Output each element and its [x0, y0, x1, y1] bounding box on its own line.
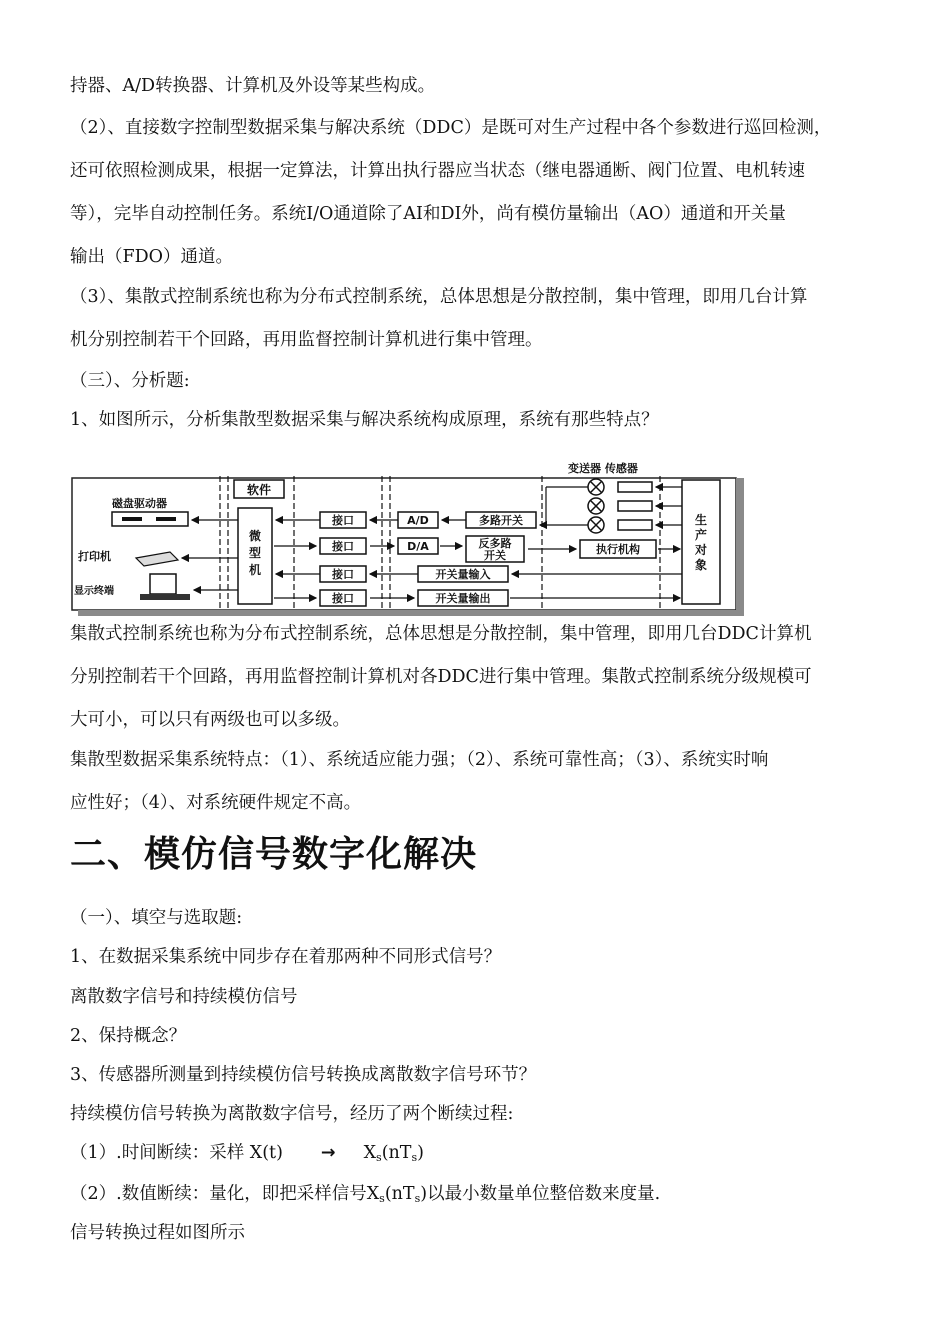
text-line: 持器、A/D转换器、计算机及外设等某些构成。	[70, 76, 436, 96]
printer-label: 打印机	[78, 550, 111, 563]
display-icon	[150, 574, 176, 594]
text-line: （一）、填空与选取题:	[70, 908, 243, 928]
arrow-right-icon: →	[320, 1143, 336, 1163]
math-x: X	[363, 1143, 377, 1163]
step-text: （1）.时间断续：采样 X(t)	[70, 1143, 283, 1163]
frame-shadow	[78, 610, 744, 616]
text-line: 1、如图所示，分析集散型数据采集与解决系统构成原理，系统有那些特点？	[70, 410, 659, 430]
ad-label: A/D	[407, 514, 429, 527]
interface-label: 接口	[332, 592, 354, 605]
plant-label: 对	[694, 543, 708, 557]
demux-label: 反多路	[478, 537, 512, 550]
software-label: 软件	[246, 483, 272, 497]
plant-label: 产	[694, 528, 708, 542]
text-line: 机分别控制若干个回路，再用监督控制计算机进行集中管理。	[70, 330, 543, 350]
disk-label: 磁盘驱动器	[112, 497, 167, 510]
text-line: 还可依照检测成果，根据一定算法，计算出执行器应当状态（继电器通断、阀门位置、电机转速	[70, 161, 805, 181]
text-line: 分别控制若干个回路，再用监督控制计算机对各DDC进行集中管理。集散式控制系统分级规模可	[70, 667, 812, 687]
subscript: s	[414, 1192, 421, 1205]
text-line: 集散型数据采集系统特点：（1）、系统适应能力强；（2）、系统可靠性高；（3）、系统实时响	[70, 750, 769, 770]
subscript: s	[376, 1151, 382, 1164]
dio-in-label: 开关量输入	[435, 568, 491, 581]
interface-label: 接口	[332, 568, 354, 581]
math-nt: (nT	[384, 1184, 415, 1204]
math-nt: (nT	[381, 1143, 412, 1163]
actuator-label: 执行机构	[596, 543, 640, 556]
interface-label: 接口	[332, 540, 354, 553]
section-heading: 二、模仿信号数字化解决	[70, 834, 478, 875]
step-text: )以最小数量单位整倍数来度量.	[420, 1184, 661, 1204]
step-text: （2）.数值断续：量化，即把采样信号X	[70, 1184, 380, 1204]
text-line: 输出（FDO）通道。	[70, 247, 234, 267]
sensors-label: 变送器 传感器	[568, 462, 638, 475]
micro-label: 型	[248, 546, 262, 560]
answer-line: 离散数字信号和持续模仿信号	[70, 987, 298, 1007]
text-line: （2）、直接数字控制型数据采集与解决系统（DDC）是既可对生产过程中各个参数进行巡回检测，	[70, 118, 832, 138]
dio-out-label: 开关量输出	[435, 592, 491, 605]
text-line: 集散式控制系统也称为分布式控制系统，总体思想是分散控制，集中管理，即用几台DDC计算机	[70, 624, 812, 644]
micro-label: 机	[248, 563, 262, 577]
math-close: )	[417, 1143, 424, 1163]
text-line: 信号转换过程如图所示	[70, 1223, 245, 1243]
sensor-icons	[588, 479, 652, 533]
subscript: s	[411, 1151, 418, 1164]
text-line: （3）、集散式控制系统也称为分布式控制系统，总体思想是分散控制，集中管理，即用几台计算	[70, 287, 808, 307]
plant-label: 象	[694, 558, 708, 572]
step-line	[70, 1183, 660, 1210]
display-label: 显示终端	[74, 586, 114, 597]
text-line: （三）、分析题:	[70, 371, 190, 391]
plant-label: 生	[694, 513, 708, 527]
subscript: s	[379, 1192, 385, 1205]
question-line: 2、保持概念？	[70, 1026, 187, 1046]
step-line	[70, 1142, 424, 1169]
text-line: 等），完毕自动控制任务。系统I/O通道除了AI和DI外，尚有模仿量输出（AO）通道和开关量	[70, 204, 786, 224]
question-line: 3、传感器所测量到持续模仿信号转换成离散数字信号环节？	[70, 1065, 537, 1085]
micro-label: 微	[248, 529, 262, 543]
da-label: D/A	[407, 540, 429, 553]
frame-shadow	[736, 478, 744, 616]
text-line: 大可小，可以只有两级也可以多级。	[70, 710, 350, 730]
interface-label: 接口	[332, 514, 354, 527]
mux-label: 多路开关	[479, 514, 523, 527]
plant-box	[682, 480, 720, 604]
demux-label: 开关	[484, 549, 506, 562]
question-line: 1、在数据采集系统中同步存在着那两种不同形式信号？	[70, 947, 502, 967]
answer-line: 持续模仿信号转换为离散数字信号，经历了两个断续过程:	[70, 1104, 514, 1124]
text-line: 应性好；（4）、对系统硬件规定不高。	[70, 793, 362, 813]
system-block-diagram	[70, 462, 745, 617]
